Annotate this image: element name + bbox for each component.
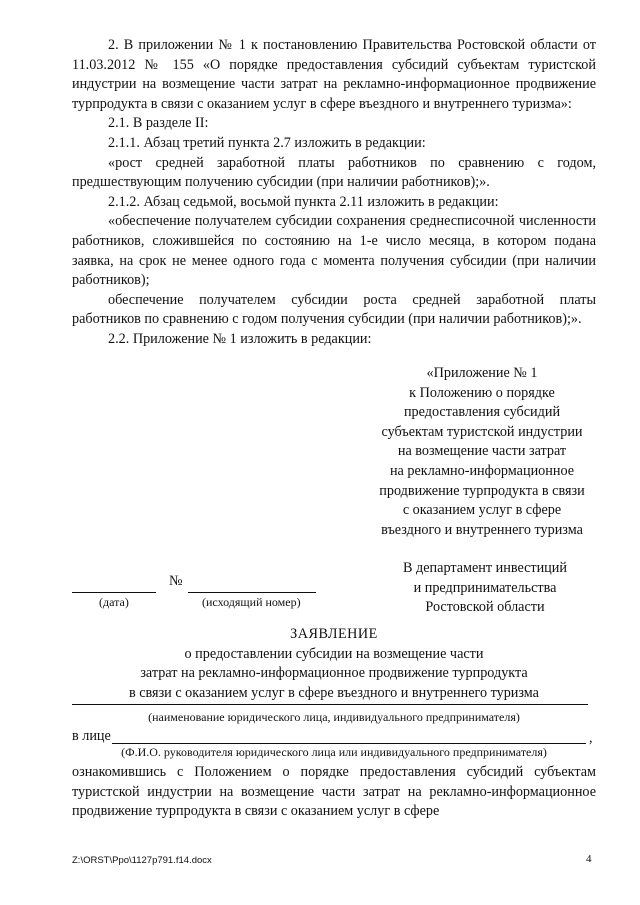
annex-line: въездного и внутреннего туризма xyxy=(381,521,583,538)
line-comma: , xyxy=(589,730,593,746)
organization-name-line xyxy=(72,704,588,705)
paragraph-2-1-1: 2.1.1. Абзац третий пункта 2.7 изложить в редакции: xyxy=(108,134,426,151)
application-title xyxy=(72,625,596,703)
application-body-paragraph: ознакомившись с Положением о порядке предоставления субсидий субъектам туристской индустрии на возмещение части затрат на рекламно-информационное продвижение турпродукта в связи с оказанием услуг в сфере xyxy=(72,764,596,820)
application-subtitle-line: о предоставлении субсидии на возмещение части xyxy=(184,645,484,662)
quote-wage-growth: «рост средней заработной платы работников по сравнению с годом, предшествующим получению субсидии (при наличии работников);». xyxy=(72,154,596,191)
represented-by-label: в лице xyxy=(72,728,111,744)
annex-line: на рекламно-информационное xyxy=(389,462,575,479)
annex-line: «Приложение № 1 xyxy=(426,365,538,381)
annex-header xyxy=(356,364,608,540)
annex-line: к Положению о порядке xyxy=(409,384,555,401)
addressee-line: и предпринимательства xyxy=(413,579,557,596)
head-name-caption: (Ф.И.О. руководителя юридического лица или индивидуального предпринимателя) xyxy=(121,745,547,759)
head-name-line xyxy=(112,743,586,744)
paragraph-2-2: 2.2. Приложение № 1 изложить в редакции: xyxy=(108,330,372,347)
annex-line: предоставления субсидий xyxy=(403,404,561,421)
footer-file-path: Z:\ORST\Ppo\1127p791.f14.docx xyxy=(72,855,212,866)
quote-headcount: «обеспечение получателем субсидии сохранения среднесписочной численности работников, сложившейся по состоянию на 1-е число месяца, в котором подана заявка, на срок не менее одного года с момента получения субсидии (при наличии работников); xyxy=(72,213,596,289)
paragraph-2-1-2: 2.1.2. Абзац седьмой, восьмой пункта 2.11 изложить в редакции: xyxy=(108,193,499,210)
number-sign: № xyxy=(169,573,183,589)
annex-line: с оказанием услуг в сфере xyxy=(402,502,562,519)
annex-line: на возмещение части затрат xyxy=(397,443,567,460)
addressee-line: Ростовской области xyxy=(425,599,545,616)
addressee-block xyxy=(360,559,610,618)
paragraph-2: 2. В приложении № 1 к постановлению Правительства Ростовской области от 11.03.2012 № 155 «О порядке предоставления субсидий субъектам туристской индустрии на возмещение части затрат на рекламно-информационное продвижение турпродукта в связи с оказанием услуг в сфере въездного и внутреннего туризма»: xyxy=(72,37,596,112)
date-field-line xyxy=(72,574,156,593)
outgoing-number-caption: (исходящий номер) xyxy=(202,595,301,609)
organization-name-caption: (наименование юридического лица, индивидуального предпринимателя) xyxy=(148,710,520,724)
application-heading: ЗАЯВЛЕНИЕ xyxy=(290,626,378,642)
date-caption: (дата) xyxy=(99,595,129,609)
page-number: 4 xyxy=(586,853,592,865)
quote-wage-growth-2: обеспечение получателем субсидии роста средней заработной платы работников по сравнению с годом получения субсидии (при наличии работников);». xyxy=(72,291,596,328)
annex-line: продвижение турпродукта в связи xyxy=(379,482,585,499)
application-subtitle-line: в связи с оказанием услуг в сфере въездного и внутреннего туризма xyxy=(129,684,539,701)
outgoing-number-field-line xyxy=(188,574,316,593)
application-subtitle-line: затрат на рекламно-информационное продвижение турпродукта xyxy=(140,665,528,682)
addressee-line: В департамент инвестиций xyxy=(403,560,567,576)
annex-line: субъектам туристской индустрии xyxy=(381,423,583,440)
amendment-text xyxy=(72,36,596,350)
application-body xyxy=(72,763,596,822)
paragraph-2-1: 2.1. В разделе II: xyxy=(108,115,209,132)
